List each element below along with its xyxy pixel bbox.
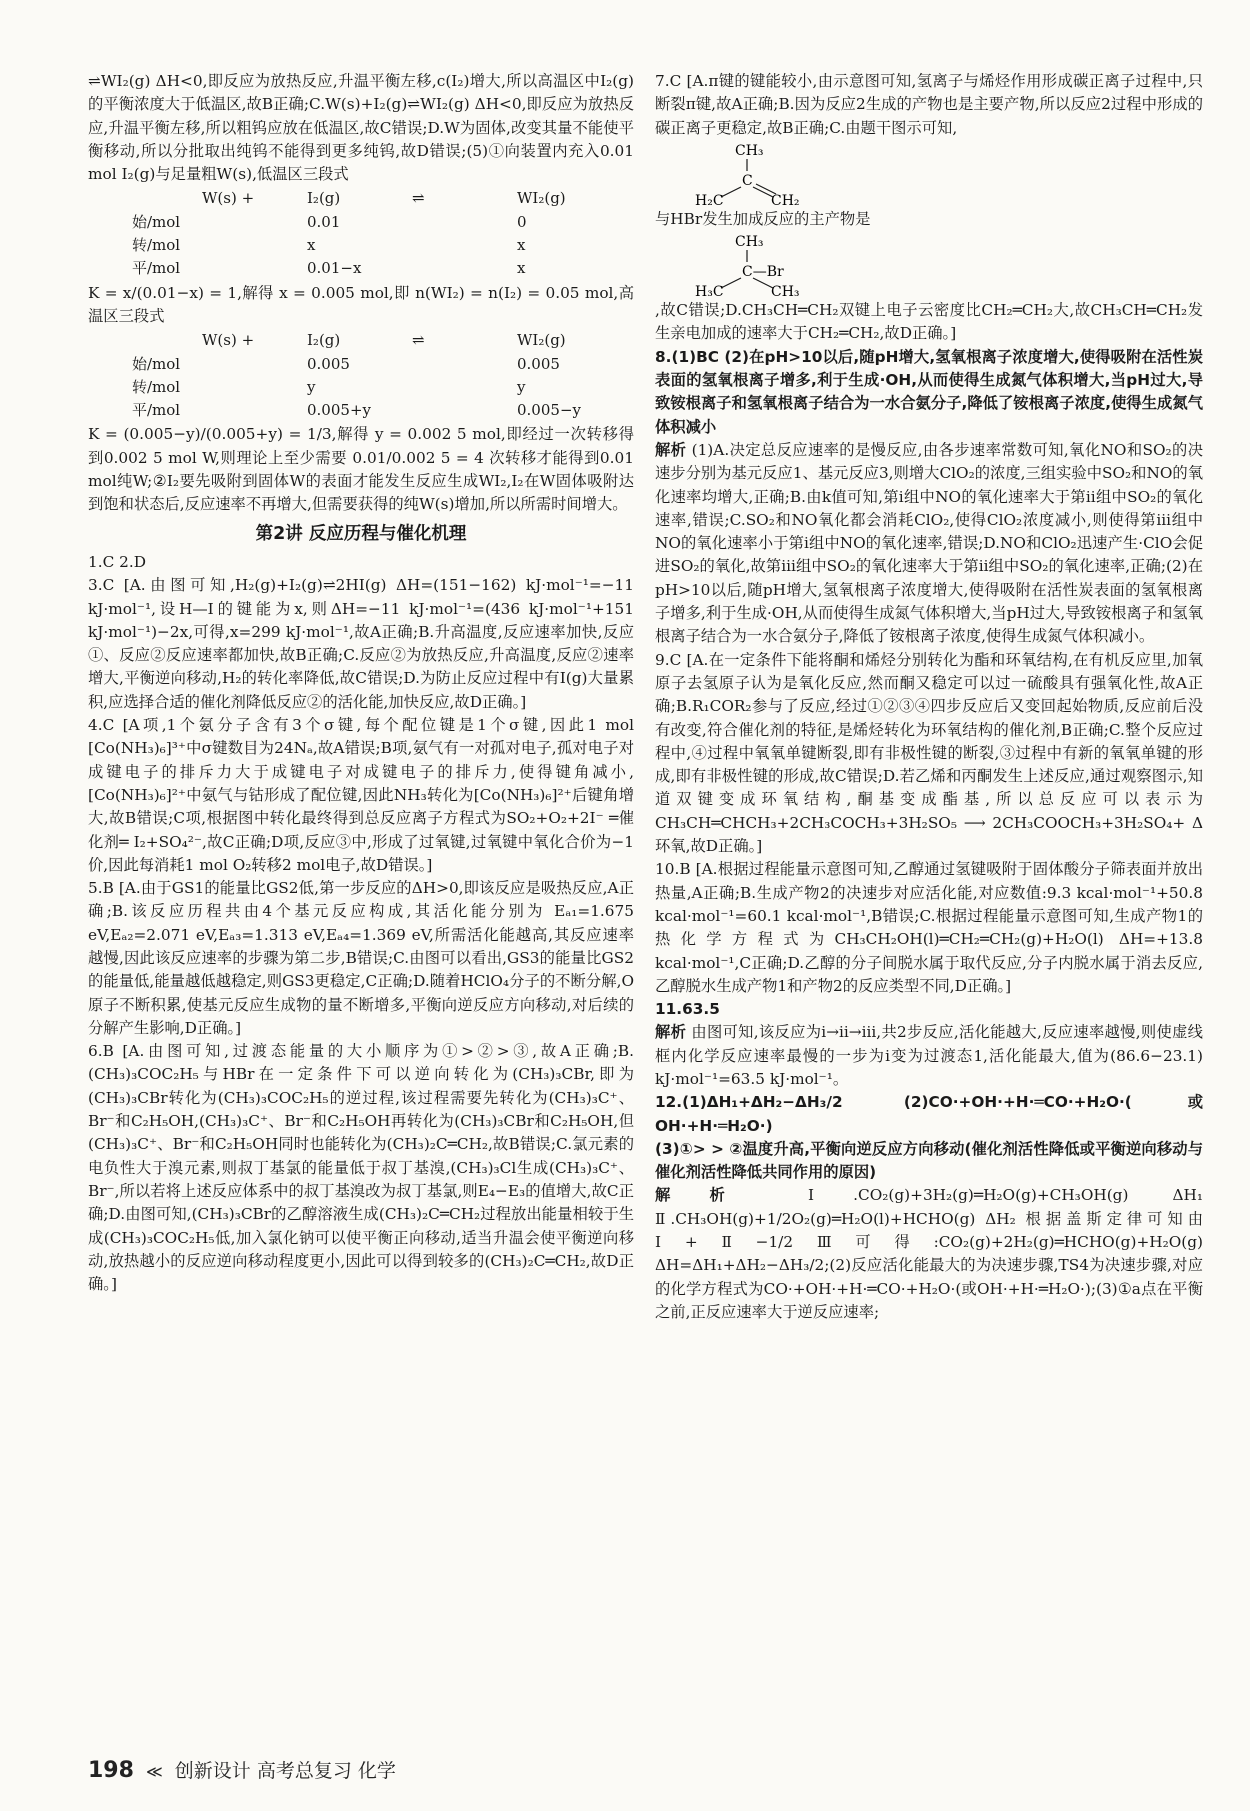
paragraph: K = (0.005−y)/(0.005+y) = 1/3,解得 y = 0.002 5 mol,即经过一次转移得到0.002 5 mol W,则理论上至少需要 0.01/0.002 5 = 4 次转移才能得到0.01 mol纯W;②I₂要先吸附到固体W的表面才能发生反应生成WI₂,I₂在W固体吸附达到饱和状态后,反应速率不再增大,但需要获得的纯W(s)增加,所以所需时间增大。 [88,425,634,514]
atom-label: C—Br [742,264,784,281]
table-cell: 0.005+y [307,401,371,420]
answer-text: 7.C [A.π键的键能较小,由示意图可知,氢离子与烯烃作用形成碳正离子过程中,只断裂π键,故A正确;B.因为反应2生成的产物也是主要产物,所以反应2过程中形成的碳正离子更稳定,故B正确;C.由题干图示可知, [655,72,1203,137]
table-cell: 平/mol [132,259,181,278]
answer-item: (3)①> > ②温度升高,平衡向逆反应方向移动(催化剂活性降低或平衡逆向移动与催化剂活性降低共同作用的原因) [655,1139,1203,1182]
table-cell: 0.005 [307,354,350,373]
table-cell: W(s) + [202,331,255,350]
explanation [655,1184,1203,1324]
table-cell: 平/mol [132,401,181,420]
page-number: 198 [88,1758,134,1783]
bond-line [753,187,773,197]
atom-label: CH₃ [735,142,764,159]
table-row [132,353,622,376]
table-row [132,399,622,422]
answer-item: 12.(1)ΔH₁+ΔH₂−ΔH₃/2 (2)CO·+OH·+H·═CO·+H₂O·(或OH·+H·═H₂O·) [655,1093,1203,1135]
answer-item: 8.(1)BC (2)在pH>10以后,随pH增大,氢氧根离子浓度增大,使得吸附在活性炭表面的氢氧根离子增多,利于生成·OH,从而使得生成氮气体积增大,当pH过大,导致铵根离子和氢氧根离子结合为一水合氨分子,降低了铵根离子浓度,使得生成氮气体积减小 [655,347,1203,436]
right-column [655,70,1203,1324]
table-cell: x [517,259,526,278]
atom-label: H₃C [695,284,724,299]
table-cell: y [517,377,526,396]
structure-tert-butyl-bromide [655,232,855,298]
table-cell: W(s) + [202,189,255,208]
table-cell: y [307,377,316,396]
table-row [132,257,622,280]
page-footer [88,1756,396,1783]
bond-line [721,278,741,288]
table-cell: I₂(g) [307,331,341,350]
atom-label: CH₃ [771,284,800,299]
table-cell: 0.005 [517,354,560,373]
table-cell: 转/mol [132,236,181,255]
three-stage-table-low [132,187,622,280]
table-row [132,211,622,234]
table-cell: ⇌ [412,331,425,350]
table-cell: 始/mol [132,212,181,231]
atom-label: C [742,172,753,189]
table-cell: 始/mol [132,354,181,373]
answer-item: 9.C [A.在一定条件下能将酮和烯烃分别转化为酯和环氧结构,在有机反应里,加氧原子去氢原子认为是氧化反应,然而酮又稳定可以过一硫酸具有强氧化性,故A正确;B.R₁COR₂参与了反应,经过①②③④四步反应后又变回起始物质,反应前后没有改变,符合催化剂的特征,是烯烃转化为环氧结构的催化剂,B正确;C.整个反应过程中,④过程中氧氧单键断裂,即有非极性键的断裂,③过程中有新的氧氧单键的形成,即有非极性键的形成,故C错误;D.若乙烯和丙酮发生上述反应,通过观察图示,知道双键变成环氧结构,酮基变成酯基,所以总反应可以表示为CH₃CH═CHCH₃+2CH₃COCH₃+3H₂SO₅ ⟶ 2CH₃COOCH₃+3H₂SO₄+ Δ环氧,故D正确。] [655,650,1203,856]
answer-item: 5.B [A.由于GS1的能量比GS2低,第一步反应的ΔH>0,即该反应是吸热反应,A正确;B.该反应历程共由4个基元反应构成,其活化能分别为 Eₐ₁=1.675 eV,Eₐ₂=2.071 eV,Eₐ₃=1.313 eV,Eₐ₄=1.369 eV,所需活化能越高,其反应速率越慢,因此该反应速率的步骤为第二步,B错误;C.由图可以看出,GS3的能量比GS2的能量低,能量越低越稳定,则GS3更稳定,C正确;D.随着HClO₄分子的不断分解,O原子不断积累,使基元反应生成物的量不断增多,平衡向逆反应方向移动,对后续的分解产生影响,D正确。] [88,879,634,1037]
explanation-label: 解析 [655,440,687,459]
three-stage-table-high [132,329,622,422]
table-cell: WI₂(g) [517,189,566,208]
explanation-label: 解析 [655,1023,687,1042]
answer-item: 1.C 2.D [88,552,147,571]
table-cell: ⇌ [412,189,425,208]
answer-item [655,70,1203,140]
table-cell: 0.005−y [517,401,581,420]
footer-title: 创新设计 高考总复习 化学 [174,1760,396,1782]
table-row [132,376,622,399]
answer-item: 4.C [A项,1个氨分子含有3个σ键,每个配位键是1个σ键,因此1 mol [Co(NH₃)₆]³⁺中σ键数目为24Nₐ,故A错误;B项,氨气有一对孤对电子,孤对电子对成键电子的排斥力大于成键电子对成键电子的排斥力,使得键角减小,[Co(NH₃)₆]²⁺中氨气与钴形成了配位键,因此NH₃转化为[Co(NH₃)₆]²⁺后键角增大,故B错误;C项,根据图中转化最终得到总反应离子方程式为SO₂+O₂+2I⁻ ═催化剂═ I₂+SO₄²⁻,故C正确;D项,反应③中,形成了过氧键,过氧键中氧化合价为−1价,因此每消耗1 mol O₂转移2 mol电子,故D错误。] [88,716,634,874]
structure-isobutene [655,141,855,207]
answer-item: 11.63.5 [655,1000,720,1019]
answer-item: ,故C错误;D.CH₃CH═CH₂双键上电子云密度比CH₂═CH₂大,故CH₃CH═CH₂发生亲电加成的速率大于CH₂═CH₂,故D正确。] [655,301,1203,343]
paragraph: ⇌WI₂(g) ΔH<0,即反应为放热反应,升温平衡左移,c(I₂)增大,所以高温区中I₂(g)的平衡浓度大于低温区,故B正确;C.W(s)+I₂(g)⇌WI₂(g) ΔH<0,即反应为放热反应,升温平衡左移,所以粗钨应放在低温区,故C错误;D.W为固体,改变其量不能使平衡移动,所以分批取出纯钨不能得到更多纯钨,故D错误;(5)①向装置内充入0.01 mol I₂(g)与足量粗W(s),低温区三段式 [88,72,634,184]
atom-label: CH₃ [735,234,764,251]
left-column [88,70,634,1296]
explanation-text: (1)A.决定总反应速率的是慢反应,由各步速率常数可知,氧化NO和SO₂的决速步分别为基元反应1、基元反应3,则增大ClO₂的浓度,三组实验中SO₂和NO的氧化速率均增大,正确;B.由k值可知,第i组中NO的氧化速率大于第ii组中SO₂的氧化速率,错误;C.SO₂和NO氧化都会消耗ClO₂,使得ClO₂浓度减小,则使得第iii组中NO的氧化速率小于第i组中NO的氧化速率,错误;D.NO和ClO₂迅速产生·ClO会促进SO₂的氧化,故第iii组中SO₂的氧化速率大于第ii组中SO₂的氧化速率,正确;(2)在pH>10以后,随pH增大,氢氧根离子浓度增大,使得吸附在活性炭表面的氢氧根离子增多,利于生成·OH,从而使得生成氮气体积增大,当pH过大,导致铵根离子和氢氧根离子结合为一水合氨分子,降低了铵根离子浓度,使得生成氮气体积减小。 [655,440,1203,646]
table-cell: WI₂(g) [517,331,566,350]
explanation [655,439,1203,649]
double-chevron-left-icon: ≪ [145,1762,163,1781]
table-row [132,234,622,257]
section-title: 第2讲 反应历程与催化机理 [255,523,467,544]
table-cell: 0.01 [307,212,341,231]
paragraph: K = x/(0.01−x) = 1,解得 x = 0.005 mol,即 n(WI₂) = n(I₂) = 0.05 mol,高温区三段式 [88,283,634,325]
table-cell: I₂(g) [307,189,341,208]
atom-label: CH₂ [771,192,800,207]
answer-item: 与HBr发生加成反应的主产物是 [655,209,871,228]
table-header-row [132,187,622,210]
explanation-text: Ⅰ.CO₂(g)+3H₂(g)═H₂O(g)+CH₃OH(g) ΔH₁ Ⅱ.CH₃OH(g)+1/2O₂(g)═H₂O(l)+HCHO(g) ΔH₂ 根据盖斯定律可知由Ⅰ+Ⅱ−1/2Ⅲ可得:CO₂(g)+2H₂(g)═HCHO(g)+H₂O(g) ΔH=ΔH₁+ΔH₂−ΔH₃/2;(2)反应活化能最大的为决速步骤,TS4为决速步骤,对应的化学方程式为CO·+OH·+H·═CO·+H₂O·(或OH·+H·═H₂O·);(3)①a点在平衡之前,正反应速率大于逆反应速率; [655,1186,1203,1321]
explanation [655,1021,1203,1091]
table-cell: x [307,236,316,255]
table-cell: x [517,236,526,255]
atom-label: H₂C [695,192,724,207]
explanation-label: 解析 [655,1186,764,1205]
explanation-text: 由图可知,该反应为i→ii→iii,共2步反应,活化能越大,反应速率越慢,则使虚线框内化学反应速率最慢的一步为i变为过渡态1,活化能最大,值为(86.6−23.1) kJ·mol⁻¹=63.5 kJ·mol⁻¹。 [655,1023,1203,1088]
answer-item: 6.B [A.由图可知,过渡态能量的大小顺序为①>②>③,故A正确;B.(CH₃)₃COC₂H₅与HBr在一定条件下可以逆向转化为(CH₃)₃CBr,即为(CH₃)₃CBr转化为(CH₃)₃COC₂H₅的逆过程,该过程需要先转化为(CH₃)₃C⁺、Br⁻和C₂H₅OH,(CH₃)₃C⁺、Br⁻和C₂H₅OH再转化为(CH₃)₃CBr和C₂H₅OH,但(CH₃)₃C⁺、Br⁻和C₂H₅OH同时也能转化为(CH₃)₂C═CH₂,故B错误;C.氯元素的电负性大于溴元素,则叔丁基氯的能量低于叔丁基溴,(CH₃)₃Cl生成(CH₃)₃C⁺、Br⁻,所以若将上述反应体系中的叔丁基溴改为叔丁基氯,则E₄−E₃的值增大,故C正确;D.由图可知,(CH₃)₃CBr的乙醇溶液生成(CH₃)₂C═CH₂过程放出能量相较于生成(CH₃)₃COC₂H₅低,加入氯化钠可以使平衡正向移动,适当升温会使平衡逆向移动,放热越小的反应逆向移动程度更小,因此可以得到较多的(CH₃)₂C═CH₂,故D正确。] [88,1042,634,1294]
answer-item: 10.B [A.根据过程能量示意图可知,乙醇通过氢键吸附于固体酸分子筛表面并放出热量,A正确;B.生成产物2的决速步对应活化能,对应数值:9.3 kcal·mol⁻¹+50.8 kcal·mol⁻¹=60.1 kcal·mol⁻¹,B错误;C.根据过程能量示意图可知,生成产物1的热化学方程式为CH₃CH₂OH(l)═CH₂═CH₂(g)+H₂O(l) ΔH=+13.8 kcal·mol⁻¹,C正确;D.乙醇的分子间脱水属于取代反应,分子内脱水属于消去反应,乙醇脱水生成产物1和产物2的反应类型不同,D正确。] [655,860,1203,995]
table-cell: 0.01−x [307,259,362,278]
bond-line [721,187,741,197]
answer-item: 3.C [A.由图可知,H₂(g)+I₂(g)⇌2HI(g) ΔH=(151−162) kJ·mol⁻¹=−11 kJ·mol⁻¹,设H—I的键能为x,则ΔH=−11 kJ·mol⁻¹=(436 kJ·mol⁻¹+151 kJ·mol⁻¹)−2x,可得,x=299 kJ·mol⁻¹,故A正确;B.升高温度,反应速率加快,反应①、反应②反应速率都加快,故B正确;C.反应②为放热反应,升高温度,反应②速率增大,平衡逆向移动,H₂的转化率降低,故C错误;D.为防止反应过程中有I(g)大量累积,应选择合适的催化剂降低反应②的活化能,加快反应,故D正确。] [88,576,634,711]
table-cell: 转/mol [132,377,181,396]
table-cell: 0 [517,212,527,231]
table-header-row [132,329,622,352]
